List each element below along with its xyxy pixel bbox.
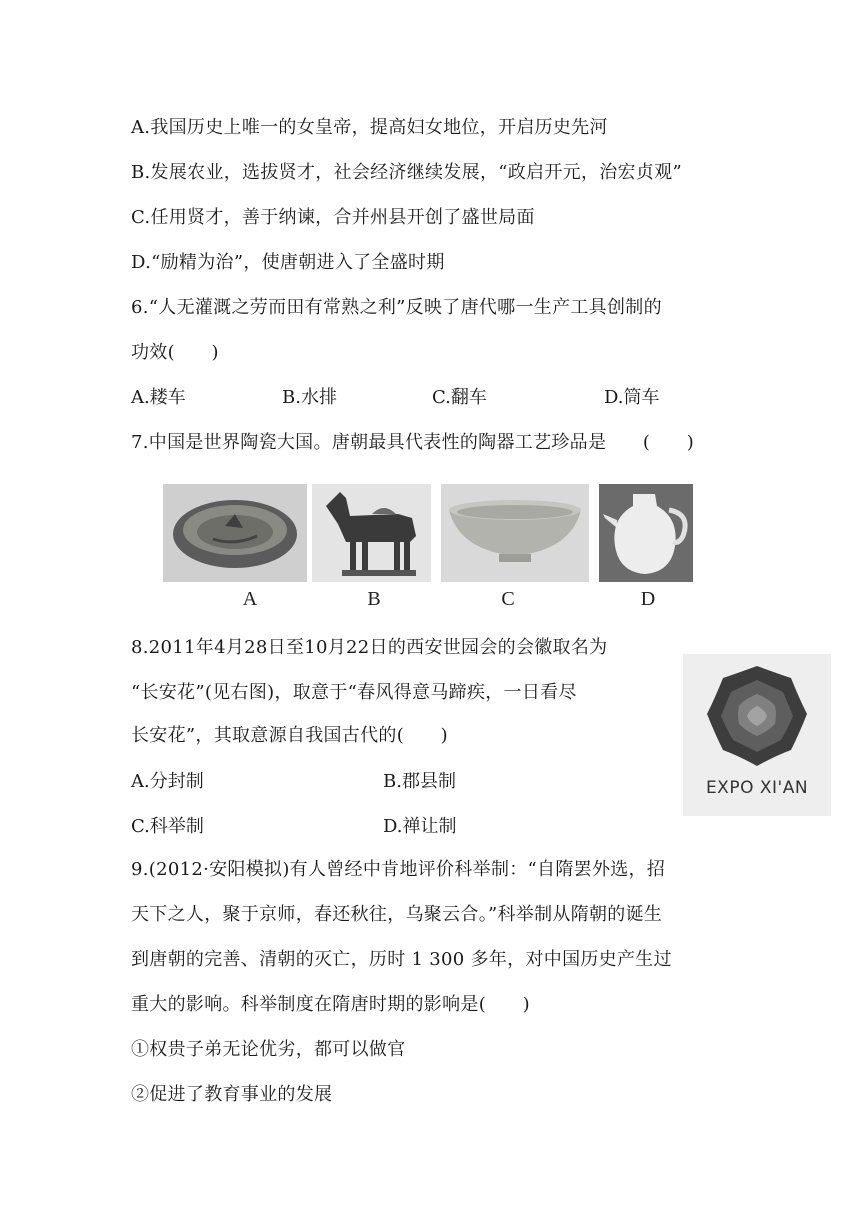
chang-an-flower-emblem-icon (683, 654, 831, 784)
pottery-image-d (599, 484, 693, 582)
q9-item-1: ①权贵子弟无论优劣，都可以做官 (131, 1039, 406, 1060)
q8-option-a: A.分封制 (131, 771, 204, 792)
q8-option-d: D.禅让制 (383, 816, 457, 837)
q6-stem-line2: 功效( ) (131, 342, 219, 363)
q8-stem-line3: 长安花”，其取意源自我国古代的( ) (131, 725, 448, 746)
q6-stem-line1: 6.“人无灌溉之劳而田有常熟之利”反映了唐代哪一生产工具创制的 (131, 297, 662, 318)
q6-option-d: D.筒车 (604, 387, 660, 408)
q5-option-d: D.“励精为治”，使唐朝进入了全盛时期 (131, 252, 445, 273)
q6-option-a: A.耧车 (131, 387, 186, 408)
expo-xian-logo (683, 654, 831, 816)
q5-option-c: C.任用贤才，善于纳谏，合并州县开创了盛世局面 (131, 207, 535, 228)
q9-stem-line2: 天下之人，聚于京师，春还秋往，乌聚云合。”科举制从隋朝的诞生 (131, 904, 663, 925)
q9-stem-line3: 到唐朝的完善、清朝的灭亡，历时 1 300 多年，对中国历史产生过 (131, 949, 672, 970)
q5-option-b: B.发展农业，选拔贤才，社会经济继续发展，“政启开元，治宏贞观” (131, 162, 682, 183)
q8-stem-line2: “长安花”(见右图)，取意于“春风得意马蹄疾，一日看尽 (131, 682, 577, 703)
q9-stem-line4: 重大的影响。科举制度在隋唐时期的影响是( ) (131, 994, 530, 1015)
pottery-image-b (312, 484, 431, 582)
q5-option-a: A.我国历史上唯一的女皇帝，提高妇女地位，开启历史先河 (131, 117, 608, 138)
pottery-label-a: A (242, 588, 258, 610)
q9-item-2: ②促进了教育事业的发展 (131, 1084, 333, 1105)
pottery-image-c (441, 484, 589, 582)
pottery-image-a (163, 484, 307, 582)
q6-option-b: B.水排 (282, 387, 337, 408)
expo-logo-text: EXPO XI'AN (705, 778, 809, 798)
q7-stem: 7.中国是世界陶瓷大国。唐朝最具代表性的陶器工艺珍品是 ( ) (131, 432, 695, 453)
q8-option-c: C.科举制 (131, 816, 204, 837)
q8-option-b: B.郡县制 (383, 771, 456, 792)
q9-stem-line1: 9.(2012·安阳模拟)有人曾经中肯地评价科举制：“自隋罢外选，招 (131, 859, 666, 880)
pottery-label-d: D (640, 588, 656, 610)
pottery-label-b: B (367, 588, 381, 610)
pottery-label-c: C (501, 588, 515, 610)
q6-option-c: C.翻车 (432, 387, 487, 408)
q8-stem-line1: 8.2011年4月28日至10月22日的西安世园会的会徽取名为 (131, 637, 608, 658)
